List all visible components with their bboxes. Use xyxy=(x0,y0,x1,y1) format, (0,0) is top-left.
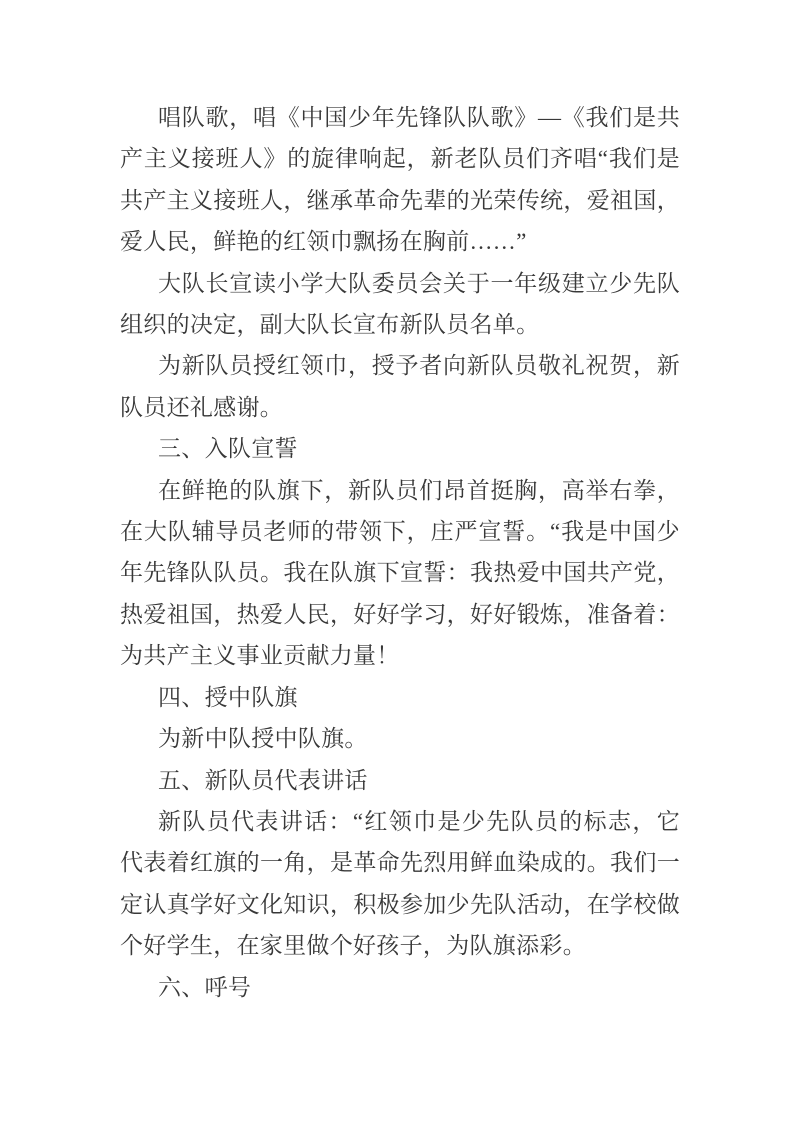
document-content xyxy=(120,97,680,1008)
heading-section-3-oath: 三、入队宣誓 xyxy=(158,436,298,462)
paragraph-announce-decision: 大队长宣读小学大队委员会关于一年级建立少先队组织的决定，副大队长宣布新队员名单。 xyxy=(120,270,680,338)
heading-section-6-call: 六、呼号 xyxy=(158,974,252,1000)
paragraph-award-red-scarf: 为新队员授红领巾，授予者向新队员敬礼祝贺，新队员还礼感谢。 xyxy=(120,353,680,420)
paragraph-present-flag: 为新中队授中队旗。 xyxy=(158,726,368,752)
heading-section-4-flag: 四、授中队旗 xyxy=(158,684,298,710)
paragraph-new-member-speech: 新队员代表讲话：“红领巾是少先队员的标志，它代表着红旗的一角，是革命先烈用鲜血染成的。我们一定认真学好文化知识，积极参加少先队活动，在学校做个好学生，在家里做个好孩子，为队旗添彩。 xyxy=(120,808,680,959)
paragraph-team-song: 唱队歌，唱《中国少年先锋队队歌》—《我们是共产主义接班人》的旋律响起，新老队员们齐唱“我们是共产主义接班人，继承革命先辈的光荣传统，爱祖国，爱人民，鲜艳的红领巾飘扬在胸前……” xyxy=(120,105,680,255)
paragraph-oath: 在鲜艳的队旗下，新队员们昂首挺胸，高举右拳，在大队辅导员老师的带领下，庄严宣誓。“我是中国少年先锋队队员。我在队旗下宣誓：我热爱中国共产党，热爱祖国，热爱人民，好好学习，好好锻炼，准备着：为共产主义事业贡献力量！ xyxy=(120,477,680,669)
heading-section-5-speech: 五、新队员代表讲话 xyxy=(158,767,368,793)
